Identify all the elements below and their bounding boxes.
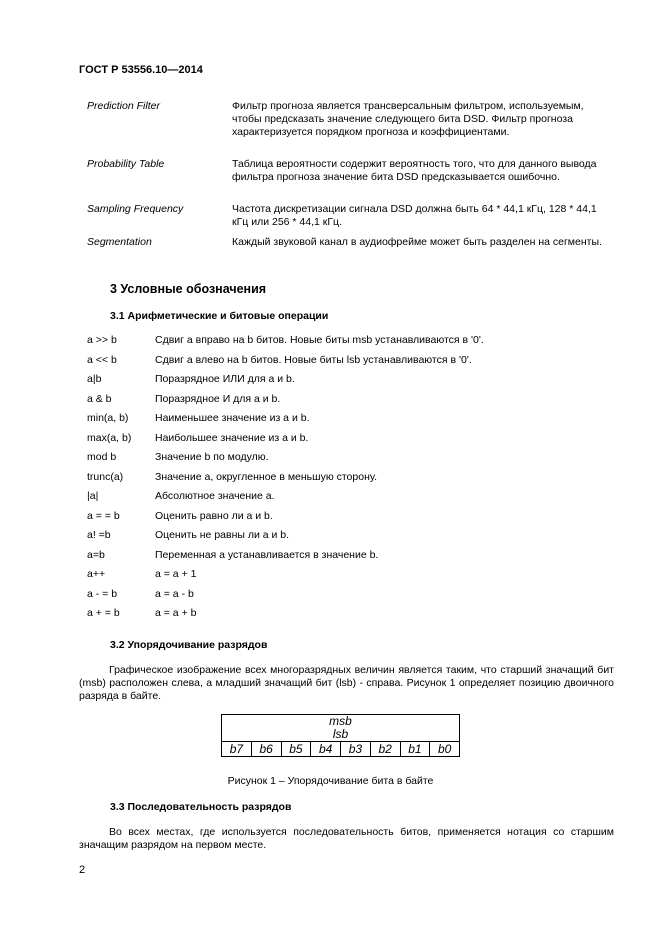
paragraph: [79, 664, 614, 704]
symbol-description: Поразрядное ИЛИ для a и b.: [155, 373, 295, 385]
symbol: a + = b: [87, 607, 120, 619]
symbol-description: Наименьшее значение из a и b.: [155, 412, 310, 424]
subsection-title: 3.1 Арифметические и битовые операции: [110, 310, 329, 322]
paragraph: [79, 826, 614, 852]
bit-cell: b3: [341, 742, 371, 757]
definition-desc: Каждый звуковой канал в аудиофрейме может быть разделен на сегменты.: [232, 236, 602, 248]
symbol: mod b: [87, 451, 117, 463]
symbol-description: Сдвиг a влево на b битов. Новые биты lsb устанавливаются в '0'.: [155, 353, 472, 366]
bit-cell: b1: [400, 742, 430, 757]
symbol-description: a = a + b: [155, 607, 197, 619]
definition-desc: Частота дискретизации сигнала DSD должна быть 64 * 44,1 кГц, 128 * 44,1 кГц или 256 * 44,1 кГц.: [232, 203, 597, 228]
bit-cell: b4: [311, 742, 341, 757]
symbol: a|b: [87, 373, 102, 385]
definition-term: Sampling Frequency: [87, 203, 184, 215]
symbol-description: a = a - b: [155, 587, 194, 600]
symbol: a=b: [87, 548, 105, 561]
symbol: |a|: [87, 490, 99, 502]
symbol-description: Значение a, округленное в меньшую сторону.: [155, 470, 377, 483]
symbol: a & b: [87, 392, 112, 405]
section-title: 3 Условные обозначения: [110, 282, 267, 296]
symbol-description: Сдвиг a вправо на b битов. Новые биты msb устанавливаются в '0'.: [155, 334, 484, 346]
symbol-description: Поразрядное И для a и b.: [155, 392, 281, 405]
symbol-description: a = a + 1: [155, 568, 197, 580]
lsb-label: lsb: [222, 728, 460, 742]
symbol-description: Значение b по модулю.: [155, 451, 269, 463]
subsection-title: 3.3 Последовательность разрядов: [110, 801, 292, 813]
symbol: min(a, b): [87, 412, 129, 424]
figure-caption: Рисунок 1 – Упорядочивание бита в байте: [227, 775, 434, 787]
bit-cell: b6: [251, 742, 281, 757]
symbol: a << b: [87, 353, 117, 366]
symbol-description: Оценить не равны ли a и b.: [155, 529, 290, 541]
symbol: trunc(a): [87, 470, 124, 483]
symbol-description: Наибольшее значение из a и b.: [155, 431, 309, 444]
symbol: a! =b: [87, 529, 111, 541]
symbol: max(a, b): [87, 431, 132, 444]
bit-cell: b7: [222, 742, 252, 757]
definition-term: Probability Table: [87, 158, 165, 170]
bit-cell: b0: [430, 742, 460, 757]
definition-desc: Таблица вероятности содержит вероятность того, что для данного вывода фильтра прогноза значение бита DSD предсказывается ошибочно.: [232, 158, 597, 183]
subsection-title: 3.2 Упорядочивание разрядов: [110, 639, 268, 651]
symbol-description: Оценить равно ли a и b.: [155, 509, 273, 522]
symbol: a = = b: [87, 509, 120, 522]
symbol: a - = b: [87, 587, 118, 600]
symbol-description: Переменная a устанавливается в значение b.: [155, 548, 379, 561]
definition-desc: Фильтр прогноза является трансверсальным фильтром, используемым, чтобы предсказать значение следующего бита DSD. Фильтр прогноза характеризуется порядком прогноза и коэффициентами.: [232, 100, 584, 138]
symbol: a++: [87, 568, 106, 580]
symbol: a >> b: [87, 334, 117, 346]
definition-term: Prediction Filter: [87, 100, 160, 112]
paragraph-text: Во всех местах, где используется последовательность битов, применяется нотация со старшим значащим разрядом на первом месте.: [79, 826, 614, 852]
bit-cell: b2: [370, 742, 400, 757]
bit-order-figure: [221, 714, 460, 757]
definition-term: Segmentation: [87, 236, 152, 248]
symbol-description: Абсолютное значение a.: [155, 490, 275, 502]
msb-label: msb: [222, 715, 460, 729]
document-header: ГОСТ Р 53556.10—2014: [79, 64, 203, 76]
page-number: 2: [79, 864, 86, 876]
paragraph-text: Графическое изображение всех многоразрядных величин является таким, что старший значащий бит (msb) расположен слева, а младший значащий бит (lsb) - справа. Рисунок 1 определяет позицию двоичного разряда в байте.: [79, 664, 614, 703]
bit-cell: b5: [281, 742, 311, 757]
